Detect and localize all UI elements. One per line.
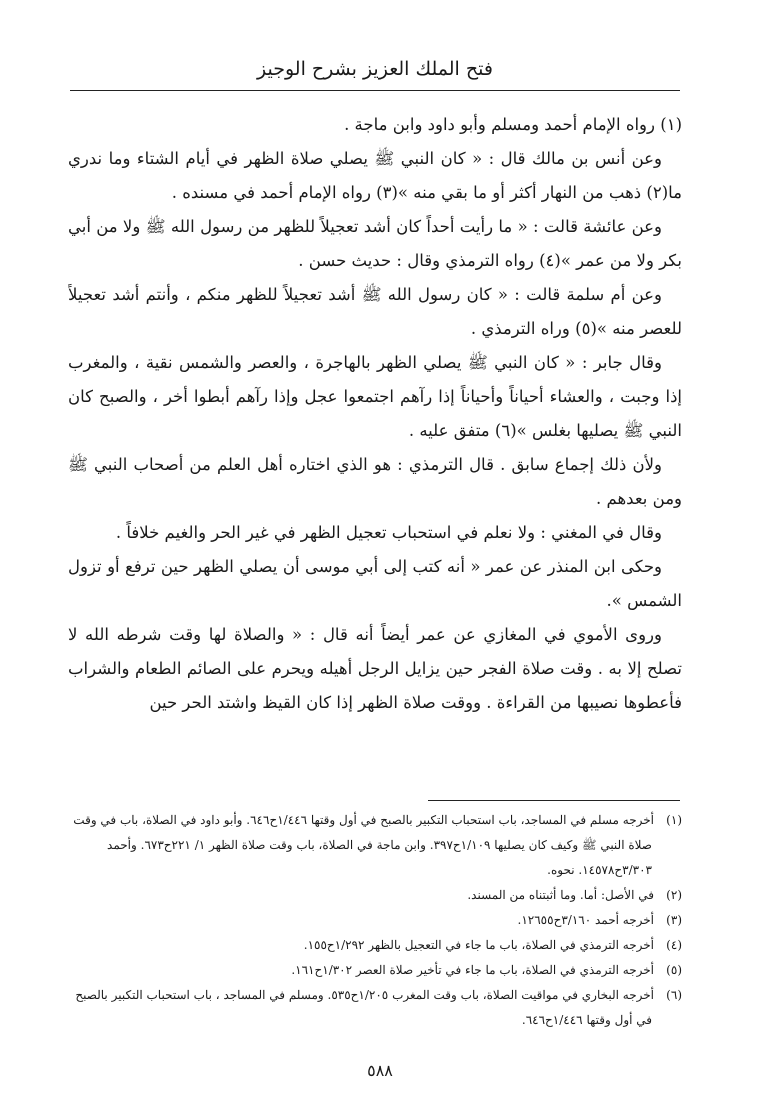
footnote-number: (٣) <box>666 913 682 927</box>
footnote-text: أخرجه الترمذي في الصلاة، باب ما جاء في التعجيل بالظهر ١/٢٩٢ح١٥٥. <box>303 938 654 952</box>
footnote-text: أخرجه مسلم في المساجد، باب استحباب التكبير بالصبح في أول وقتها ١/٤٤٦ح٦٤٦. وأبو داود في الصلاة، باب في وقت صلاة النبي ﷺ وكيف كان يصليها ١/١٠٩ح٣٩٧. وابن ماجة في الصلاة، باب وقت صلاة الظهر ١/ ٢٢١ح٦٧٣. وأحمد ٣/٣٠٣ح١٤٥٧٨. نحوه. <box>73 813 654 877</box>
footnote-number: (٢) <box>666 888 682 902</box>
paragraph: وعن أنس بن مالك قال : « كان النبي ﷺ يصلي صلاة الظهر في أيام الشتاء وما ندري ما(٢) ذهب من النهار أكثر أو ما بقي منه »(٣) رواه الإمام أحمد في مسنده . <box>68 149 682 202</box>
main-text <box>68 108 682 768</box>
running-header: فتح الملك العزيز بشرح الوجيز <box>257 58 493 80</box>
footnote-number: (٥) <box>666 963 682 977</box>
paragraph: وروى الأموي في المغازي عن عمر أيضاً أنه قال : « والصلاة لها وقت شرطه الله لا تصلح إلا به . وقت صلاة الفجر حين يزايل الرجل أهيله ويحرم على الصائم الطعام والشراب فأعطوها نصيبها من القراءة . ووقت صلاة الظهر إذا كان القيظ واشتد الحر حين <box>68 625 682 712</box>
footnote-number: (٤) <box>666 938 682 952</box>
paragraph: وعن أم سلمة قالت : « كان رسول الله ﷺ أشد تعجيلاً للظهر منكم ، وأنتم أشد تعجيلاً للعصر منه »(٥) وراه الترمذي . <box>68 285 682 338</box>
paragraph: وقال في المغني : ولا نعلم في استحباب تعجيل الظهر في غير الحر والغيم خلافاً . <box>115 523 662 542</box>
footnote <box>68 808 682 883</box>
footnote <box>68 908 682 933</box>
footnote-number: (١) <box>666 813 682 827</box>
footnote <box>68 933 682 958</box>
paragraph: وعن عائشة قالت : « ما رأيت أحداً كان أشد تعجيلاً للظهر من رسول الله ﷺ ولا من أبي بكر ولا من عمر »(٤) رواه الترمذي وقال : حديث حسن . <box>68 217 682 270</box>
footnote-text: أخرجه البخاري في مواقيت الصلاة، باب وقت المغرب ١/٢٠٥ح٥٣٥. ومسلم في المساجد ، باب استحباب التكبير بالصبح في أول وقتها ١/٤٤٦ح٦٤٦. <box>75 988 654 1027</box>
footnote-text: أخرجه الترمذي في الصلاة، باب ما جاء في تأخير صلاة العصر ١/٣٠٢ح١٦١. <box>291 963 654 977</box>
paragraph: (١) رواه الإمام أحمد ومسلم وأبو داود وابن ماجة . <box>344 115 682 134</box>
footnotes <box>68 808 682 1058</box>
paragraph: وحكى ابن المنذر عن عمر « أنه كتب إلى أبي موسى أن يصلي الظهر حين ترفع أو تزول الشمس ». <box>68 557 682 610</box>
footnote <box>68 958 682 983</box>
paragraph: وقال جابر : « كان النبي ﷺ يصلي الظهر بالهاجرة ، والعصر والشمس نقية ، والمغرب إذا وجبت ، والعشاء أحياناً وأحياناً إذا رآهم اجتمعوا عجل وإذا رآهم أبطوا أخر ، والصبح كان النبي ﷺ يصليها بغلس »(٦) متفق عليه . <box>68 353 682 440</box>
footnote-number: (٦) <box>666 988 682 1002</box>
page-number: ٥٨٨ <box>367 1061 393 1080</box>
footnote-text: في الأصل: أما. وما أثبتناه من المسند. <box>467 888 654 902</box>
footnote <box>68 883 682 908</box>
paragraph: ولأن ذلك إجماع سابق . قال الترمذي : هو الذي اختاره أهل العلم من أصحاب النبي ﷺ ومن بعدهم . <box>68 455 682 508</box>
footnote-text: أخرجه أحمد ٣/١٦٠ح١٢٦٥٥. <box>517 913 654 927</box>
footnote <box>68 983 682 1033</box>
footnote-rule <box>428 800 680 801</box>
header-rule <box>70 90 680 91</box>
